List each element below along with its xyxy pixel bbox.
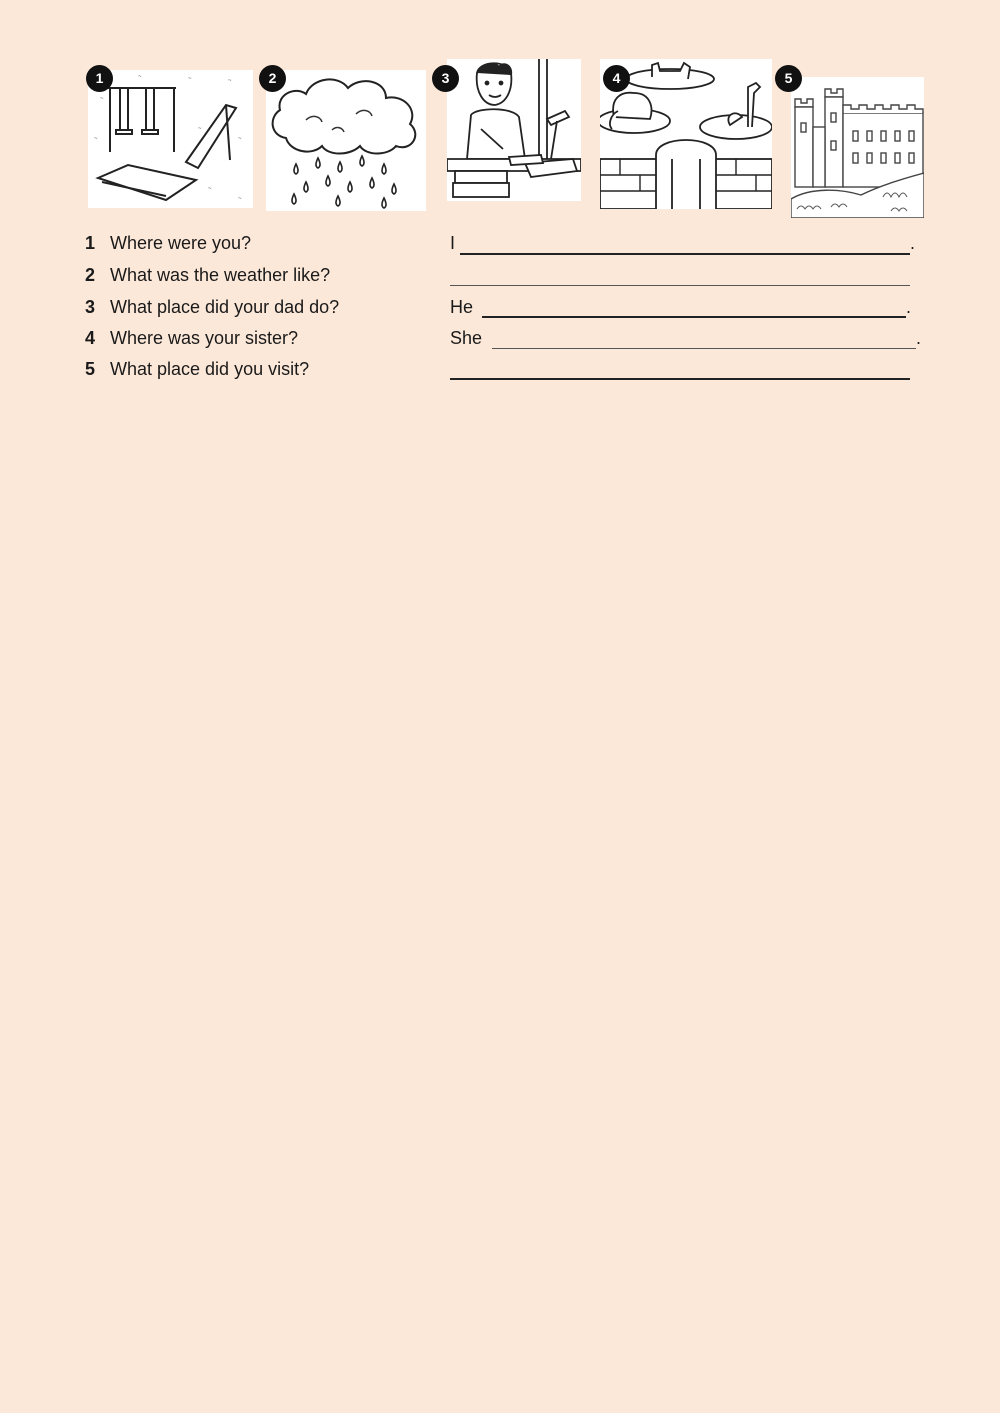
castle-icon [791,77,924,218]
answer-prefix: I [450,233,456,253]
question-number: 3 [85,297,96,317]
picture-playground [88,70,253,208]
picture-rain [266,70,426,211]
question-text: What was the weather like? [110,265,331,285]
answer-line[interactable] [482,316,906,318]
picture-castle [791,77,924,218]
answer-line[interactable] [492,348,916,349]
picture-studying [447,59,581,201]
svg-text:~: ~ [188,76,192,82]
studying-boy-icon [447,59,581,201]
svg-text:~: ~ [208,186,212,192]
picture-number-badge: 4 [603,65,630,92]
question-text: Where were you? [110,233,252,253]
svg-text:~: ~ [228,78,232,84]
picture-number-badge: 5 [775,65,802,92]
question-number: 1 [85,233,96,253]
picture-number-badge: 2 [259,65,286,92]
playground-icon [88,70,253,208]
question-number: 4 [85,328,96,348]
svg-text:~: ~ [94,136,98,142]
answer-line[interactable] [450,378,910,380]
question-text: Where was your sister? [110,328,299,348]
svg-text:~: ~ [100,96,104,102]
answer-line[interactable] [450,285,910,286]
question-text: What place did your dad do? [110,297,340,317]
svg-text:~: ~ [198,126,202,132]
svg-text:~: ~ [238,136,242,142]
svg-text:~: ~ [138,74,142,80]
answer-line[interactable] [460,253,910,255]
question-number: 5 [85,359,96,379]
picture-number-badge: 1 [86,65,113,92]
answer-end-punctuation: . [906,297,912,317]
answer-prefix: She [450,328,483,348]
question-number: 2 [85,265,96,285]
answer-end-punctuation: . [910,233,916,253]
answer-prefix: He [450,297,474,317]
svg-text:~: ~ [238,196,242,202]
answer-end-punctuation: . [916,328,922,348]
rain-cloud-icon [266,70,426,211]
question-text: What place did you visit? [110,359,310,379]
picture-number-badge: 3 [432,65,459,92]
